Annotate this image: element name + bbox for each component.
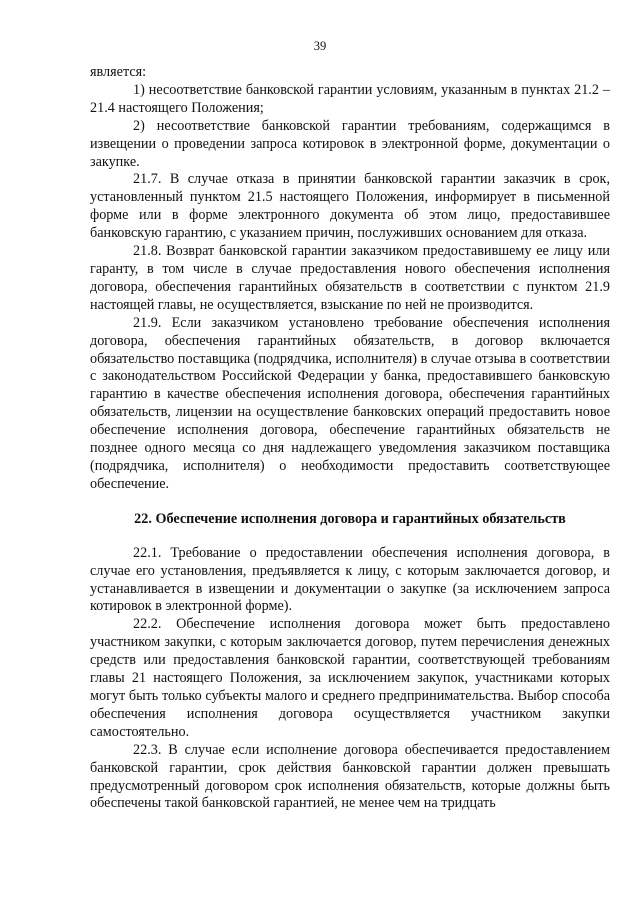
paragraph-intro: является:: [90, 64, 147, 80]
section-heading: 22. Обеспечение исполнения договора и гарантийных обязательств: [134, 510, 566, 527]
paragraph-item-2: 2) несоответствие банковской гарантии требованиям, содержащимся в извещении о проведении запроса котировок в электронной форме, документации о закупке.: [90, 117, 610, 170]
paragraph-21-8: 21.8. Возврат банковской гарантии заказчиком предоставившему ее лицу или гаранту, в том числе в случае предоставления нового обеспечения исполнения договора, обеспечения гарантийных обязательств в соответствии с пунктом 21.9 настоящей главы, не осуществляется, взыскание по ней не производится.: [90, 243, 610, 313]
paragraph-21-7: 21.7. В случае отказа в принятии банковской гарантии заказчик в срок, установленный пунктом 21.5 настоящего Положения, информирует в письменной форме или в форме электронного документа об этом лицо, предоставившее банковскую гарантию, с указанием причин, послуживших основанием для отказа.: [90, 171, 610, 242]
page-body: [90, 64, 610, 813]
paragraph-22-2: 22.2. Обеспечение исполнения договора может быть предоставлено участником закупки, с которым заключается договор, путем перечисления денежных средств или предоставления банковской гарантии, соответствующей требованиям главы 21 настоящего Положения, за исключением закупок, участниками которых могут быть только субъекты малого и среднего предпринимательства. Выбор способа обеспечения исполнения договора осуществляется участником закупки самостоятельно.: [90, 616, 610, 740]
paragraph-21-9: 21.9. Если заказчиком установлено требование обеспечения исполнения договора, обеспечения гарантийных обязательств, в договор включается обязательство поставщика (подрядчика, исполнителя) в случае отзыва в соответствии с законодательством Российской Федерации у банка, предоставившего банковскую гарантию в качестве обеспечения исполнения договора, обеспечения гарантийных обязательств, лицензии на осуществление банковских операций предоставить новое обеспечение исполнения договора, обеспечение гарантийных обязательств не позднее одного месяца со дня надлежащего уведомления заказчиком поставщика (подрядчика, исполнителя) о необходимости предоставить соответствующее обеспечение.: [90, 314, 610, 492]
paragraph-22-1: 22.1. Требование о предоставлении обеспечения исполнения договора, в случае его установления, предъявляется к лицу, с которым заключается договор, и устанавливается в извещении и документации о закупке (за исключением запроса котировок в электронной форме).: [90, 544, 610, 615]
page-number: 39: [313, 39, 327, 53]
paragraph-item-1: 1) несоответствие банковской гарантии условиям, указанным в пунктах 21.2 – 21.4 настоящего Положения;: [90, 81, 610, 116]
paragraph-22-3: 22.3. В случае если исполнение договора обеспечивается предоставлением банковской гарантии, срок действия банковской гарантии должен превышать предусмотренный договором срок исполнения обязательств, которые должны быть обеспечены такой банковской гарантией, не менее чем на тридцать: [90, 741, 610, 812]
